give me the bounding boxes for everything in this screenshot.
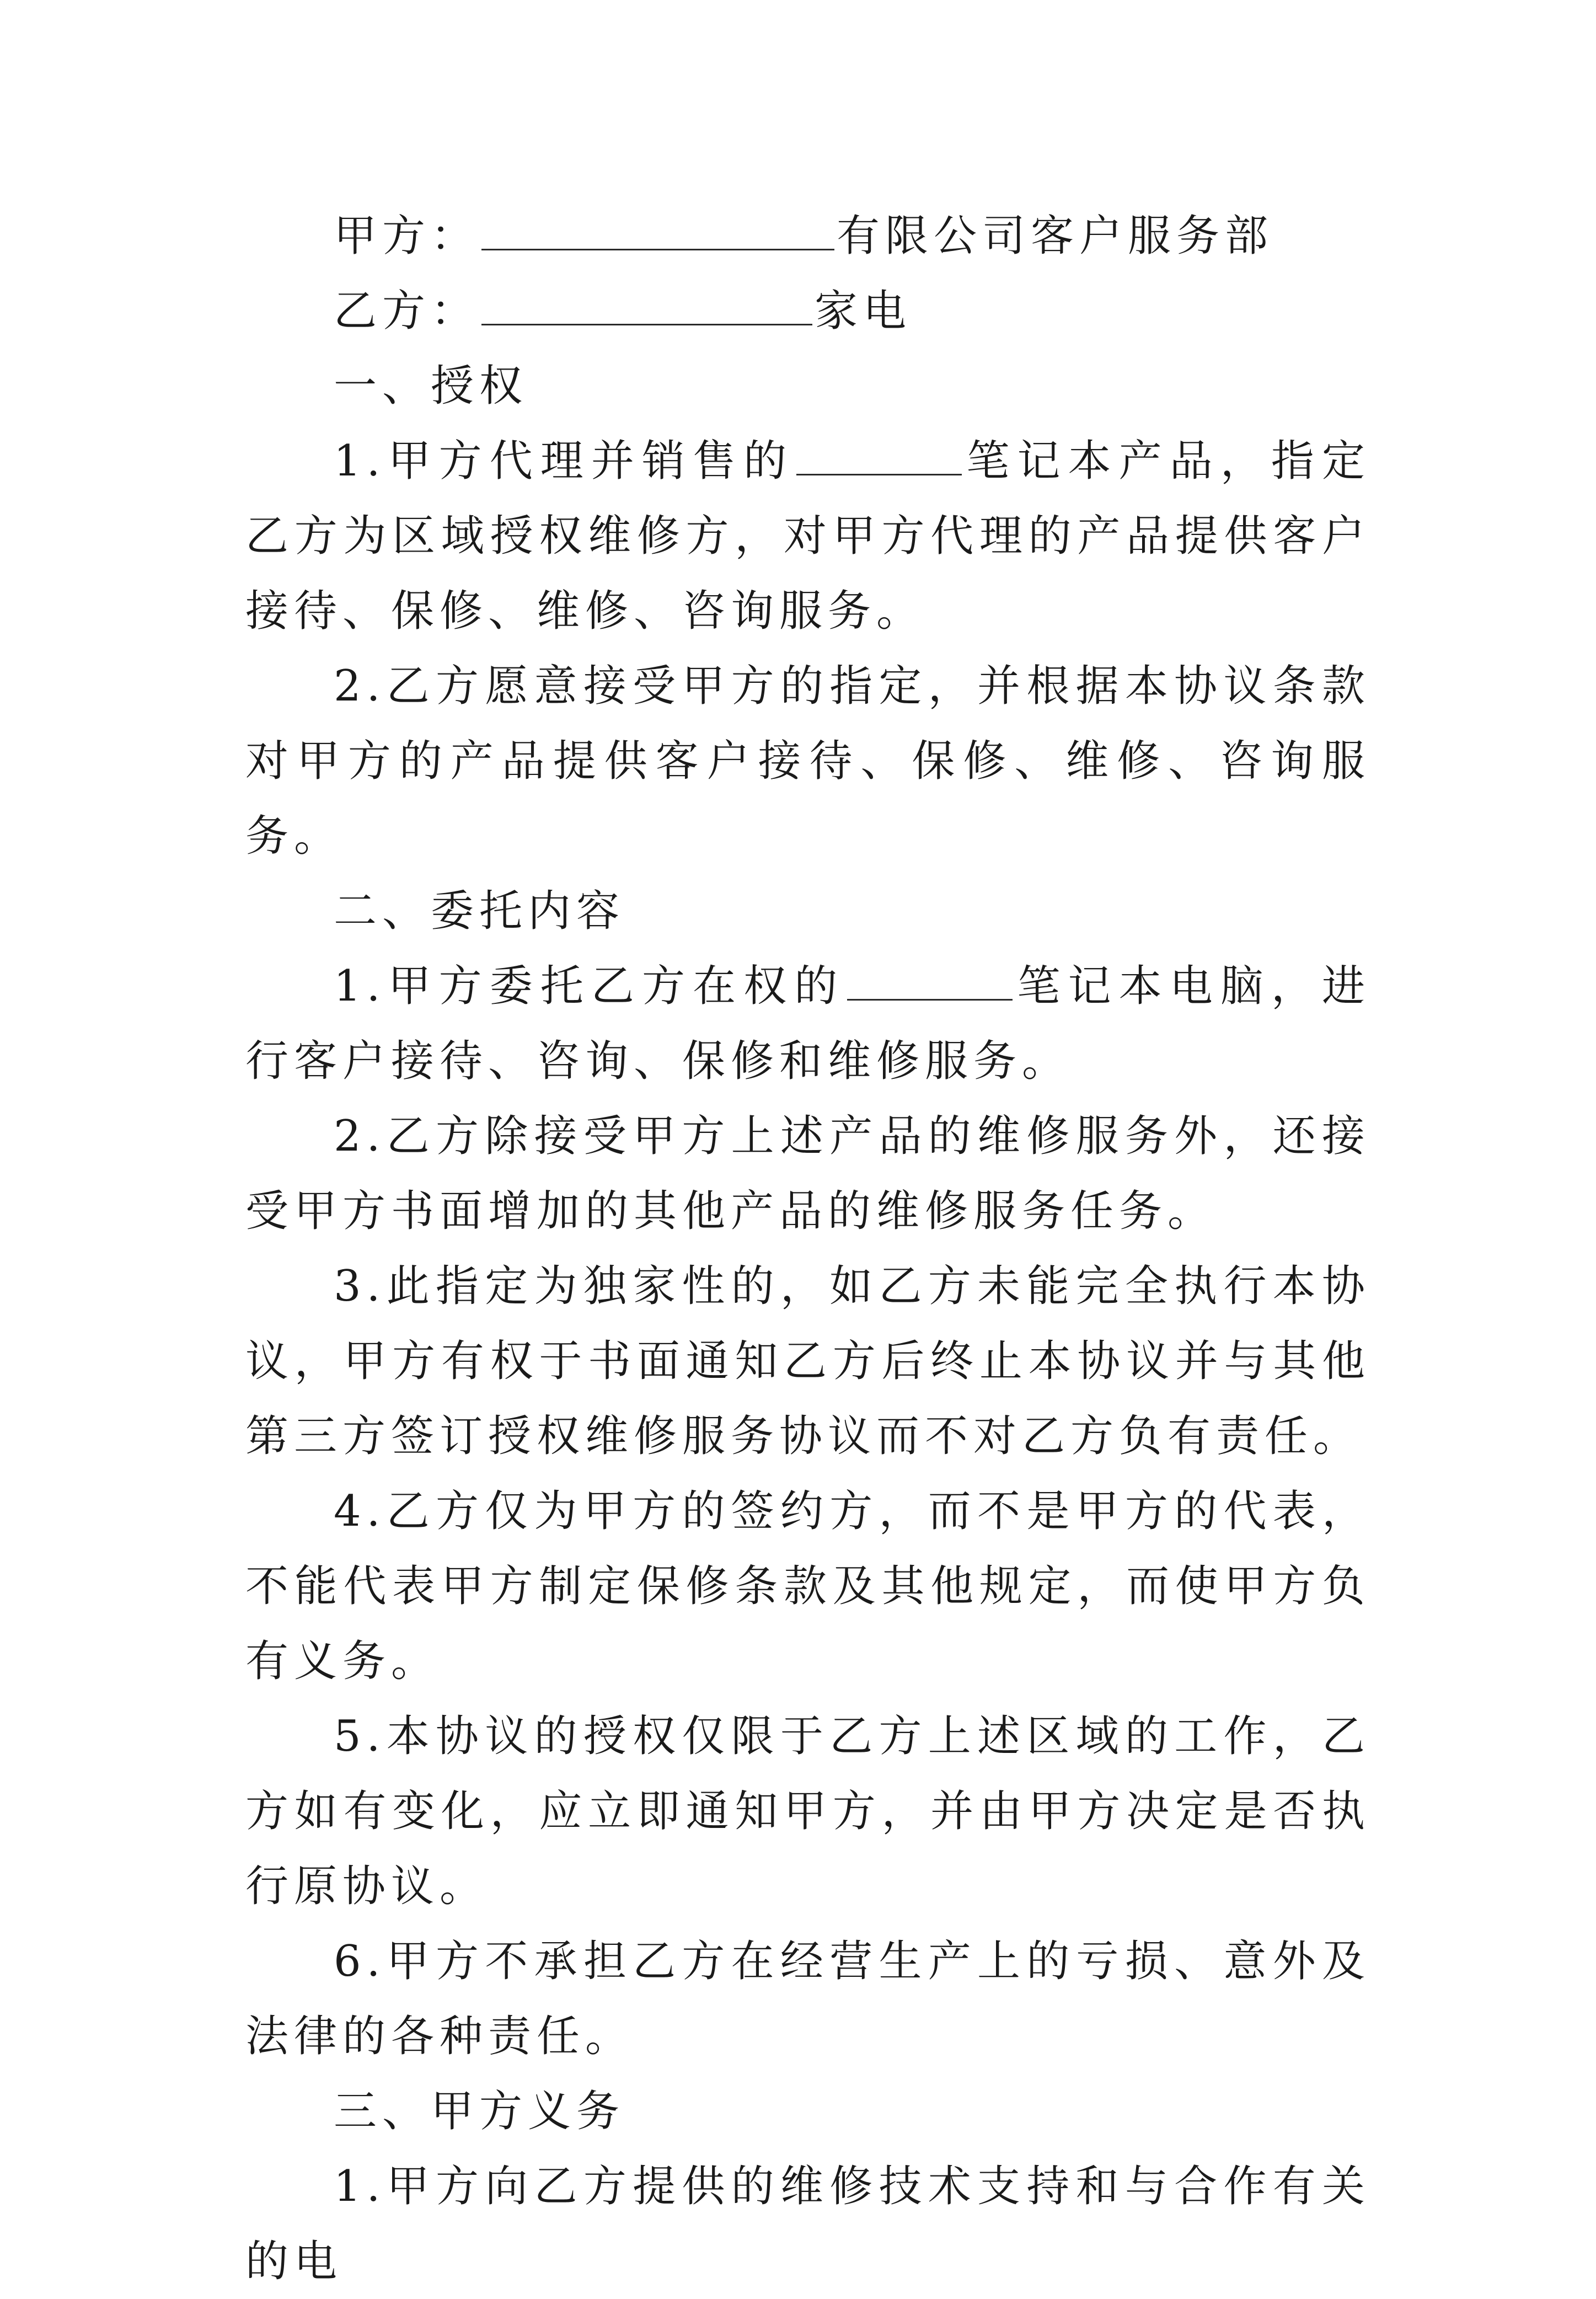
- party-b-label: 乙方：: [334, 286, 480, 336]
- section-1-item-2: 2.乙方愿意接受甲方的指定，并根据本协议条款对甲方的产品提供客户接待、保修、维修、咨询服务。: [245, 661, 1370, 861]
- section-2-item-6: 6.甲方不承担乙方在经营生产上的亏损、意外及法律的各种责任。: [245, 1937, 1370, 2061]
- section-2-item-5: 5.本协议的授权仅限于乙方上述区域的工作，乙方如有变化，应立即通知甲方，并由甲方决定是否执行原协议。: [245, 1712, 1370, 1911]
- party-b-suffix: 家电: [815, 286, 912, 336]
- section-1-item-1-before: 1.甲方代理并销售的: [334, 436, 795, 486]
- section-3-heading: 三、甲方义务: [334, 2087, 625, 2136]
- party-a-suffix: 有限公司客户服务部: [837, 211, 1274, 261]
- section-1-item-1-after: 笔记本产品，指定乙方为区域授权维修方，对甲方代理的产品提供客户接待、保修、维修、咨询服务。: [245, 436, 1370, 636]
- party-a-blank: [481, 210, 834, 250]
- section-1-item-1: [245, 424, 1370, 649]
- section-2-item-1-after: 笔记本电脑，进行客户接待、咨询、保修和维修服务。: [245, 961, 1370, 1086]
- section-2-item-2: 2.乙方除接受甲方上述产品的维修服务外，还接受甲方书面增加的其他产品的维修服务任务。: [245, 1111, 1370, 1236]
- party-b-line: [245, 274, 1370, 349]
- section-1-heading: 一、授权: [334, 361, 528, 411]
- section-2-item-1-before: 1.甲方委托乙方在权的: [334, 961, 845, 1011]
- region-brand-blank: [847, 960, 1013, 1001]
- party-a-label: 甲方：: [334, 211, 480, 261]
- document-body: [245, 199, 1370, 2299]
- section-2-item-1: [245, 949, 1370, 1099]
- party-a-line: [245, 199, 1370, 274]
- section-2-item-4: 4.乙方仅为甲方的签约方，而不是甲方的代表，不能代表甲方制定保修条款及其他规定，而使甲方负有义务。: [245, 1487, 1370, 1686]
- section-2-heading: 二、委托内容: [334, 886, 625, 936]
- section-2-item-3: 3.此指定为独家性的，如乙方未能完全执行本协议，甲方有权于书面通知乙方后终止本协议并与其他第三方签订授权维修服务协议而不对乙方负有责任。: [245, 1261, 1370, 1461]
- product-brand-blank: [796, 435, 962, 475]
- party-b-blank: [481, 285, 812, 325]
- section-3-item-1: 1.甲方向乙方提供的维修技术支持和与合作有关的电: [245, 2162, 1370, 2286]
